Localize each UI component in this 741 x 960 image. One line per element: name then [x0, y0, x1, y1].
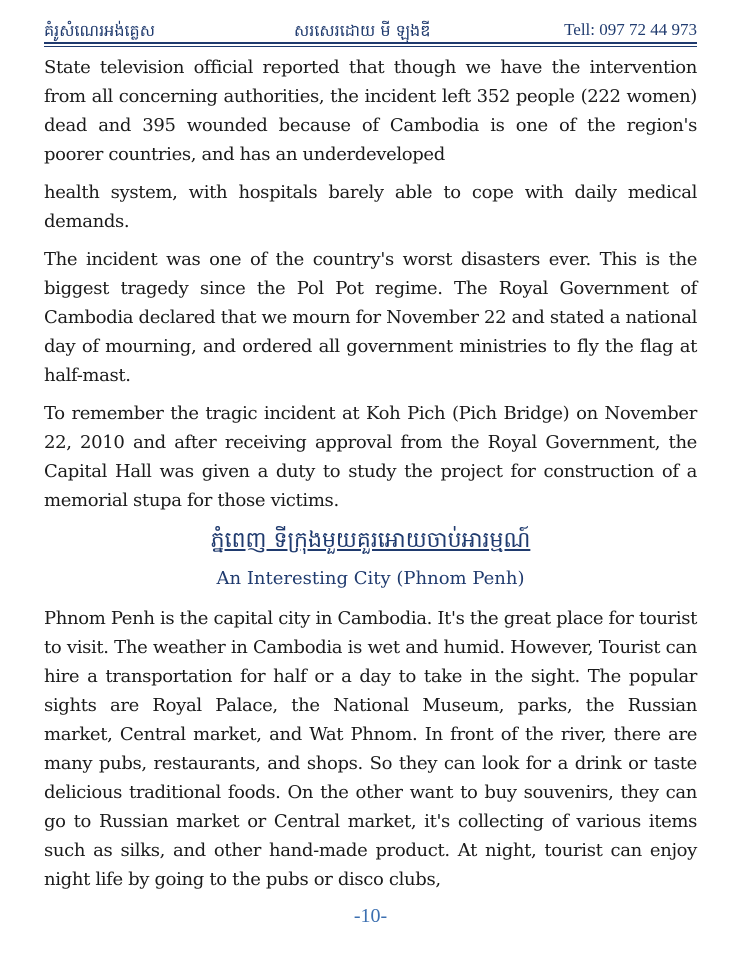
paragraph-3: The incident was one of the country's worst disasters ever. This is the biggest tragedy since the Pol Pot regime. The Royal Government of Cambodia declared that we mourn for November 22 and stated a national day of mourning, and ordered all government ministries to fly the flag at half-mast.	[44, 249, 697, 386]
header-rule-thick	[44, 42, 697, 44]
section-body: Phnom Penh is the capital city in Cambodia. It's the great place for tourist to visit. The weather in Cambodia is wet and humid. However, Tourist can hire a transportation for half or a day to take in the sight. The popular sights are Royal Palace, the National Museum, parks, the Russian market, Central market, and Wat Phnom. In front of the river, there are many pubs, restaurants, and shops. So they can look for a drink or taste delicious traditional foods. On the other want to buy souvenirs, they can go to Russian market or Central market, it's collecting of various items such as silks, and other hand-made product. At night, tourist can enjoy night life by going to the pubs or disco clubs,	[44, 608, 697, 890]
paragraph-1: State television official reported that though we have the intervention from all concerning authorities, the incident left 352 people (222 women) dead and 395 wounded because of Cambodia is one of the region's poorer countries, and has an underdeveloped	[44, 57, 697, 165]
header-rule-thin	[44, 46, 697, 47]
page-content	[44, 53, 697, 903]
header-book-title: គំរូសំណេរអង់គ្លេស	[44, 21, 155, 40]
section-title-english: An Interesting City (Phnom Penh)	[216, 568, 525, 589]
section-title-khmer: ភ្នំពេញ ទីក្រុងមួយគួរអោយចាប់អារម្មណ៍	[210, 528, 531, 553]
paragraph-4: To remember the tragic incident at Koh Pich (Pich Bridge) on November 22, 2010 and after receiving approval from the Royal Government, the Capital Hall was given a duty to study the project for construction of a memorial stupa for those victims.	[44, 403, 697, 511]
header-author: សរសេរដោយ មី ឡុងឌី	[294, 21, 431, 40]
paragraph-2: health system, with hospitals barely able to cope with daily medical demands.	[44, 182, 697, 232]
page-number: -10-	[353, 905, 388, 927]
header-phone: Tell: 097 72 44 973	[564, 20, 697, 39]
page-header	[44, 14, 697, 42]
